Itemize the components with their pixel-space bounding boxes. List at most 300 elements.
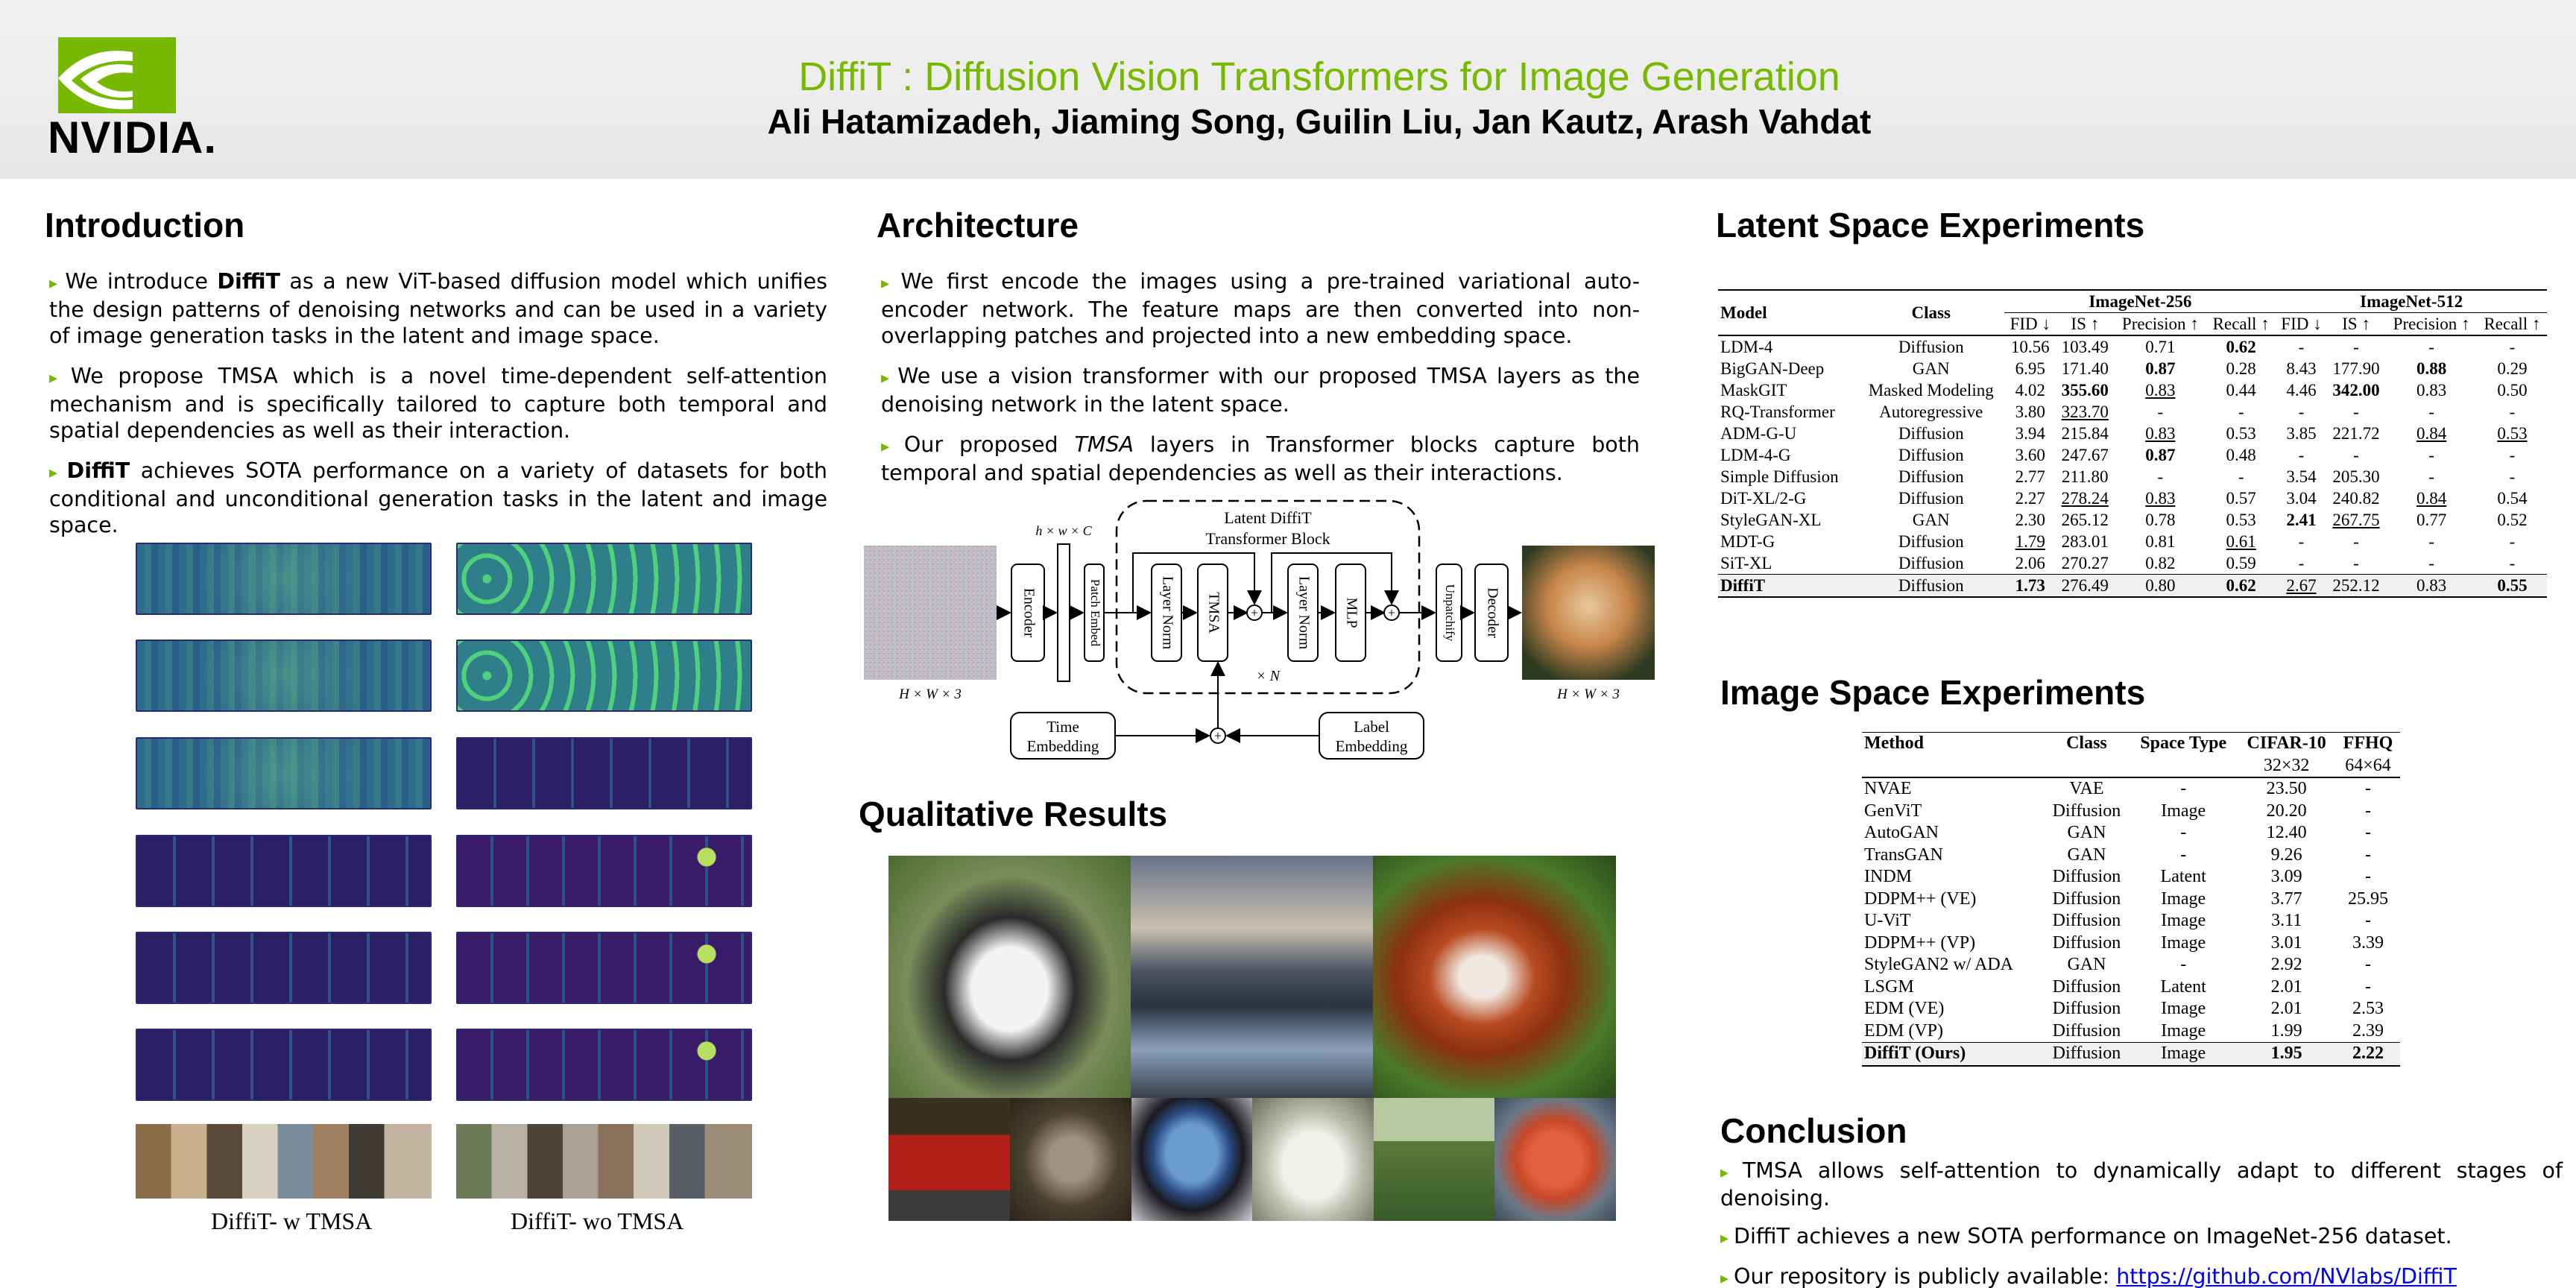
table-row [1718, 487, 2547, 509]
table-cell: - [2365, 823, 2371, 842]
table-row [1718, 575, 2547, 598]
col-fid-256: FID ↓ [2010, 315, 2051, 333]
svg-text:Encoder: Encoder [1020, 587, 1038, 638]
table-row [1862, 976, 2400, 999]
table-cell: - [2353, 338, 2359, 356]
table-cell: - [2365, 911, 2371, 930]
table-cell: 3.01 [2270, 932, 2302, 953]
table-cell: - [2298, 338, 2305, 356]
table-cell: Image [2161, 999, 2206, 1018]
svg-text:Embedding: Embedding [1335, 737, 1408, 755]
table-cell: 12.40 [2266, 823, 2307, 842]
table-cell: 2.01 [2270, 976, 2302, 997]
table-cell: DiffiT (Ours) [1864, 1044, 1966, 1063]
poster-title: DiffiT : Diffusion Vision Transformers for Image Generation [798, 54, 1840, 99]
table-cell: - [2238, 467, 2244, 486]
latent-experiments-title: Latent Space Experiments [1716, 206, 2145, 244]
table-row [1862, 1043, 2400, 1066]
table-row [1718, 552, 2547, 575]
group-imagenet-256: ImageNet-256 [2004, 290, 2276, 313]
table-cell: 0.83 [2145, 424, 2176, 443]
latent-results-table [1718, 289, 2547, 598]
table-cell: 4.02 [2015, 381, 2045, 400]
feature-map-wo-tmsa-4 [456, 835, 752, 907]
table-cell: Image [2161, 911, 2206, 930]
architecture-bullets [881, 268, 1640, 500]
table-cell: 1.95 [2270, 1044, 2302, 1063]
table-cell: 0.44 [2226, 381, 2256, 400]
table-cell: 3.60 [2015, 446, 2045, 464]
svg-text:+: + [1213, 728, 1222, 743]
table-cell: 0.87 [2145, 446, 2176, 464]
table-cell: Diffusion [1898, 467, 1964, 486]
feature-map-wo-tmsa-5 [456, 932, 752, 1004]
table-row [1862, 777, 2400, 801]
generated-output-image [1522, 546, 1655, 680]
table-cell: - [2180, 845, 2187, 865]
table-cell: 211.80 [2062, 467, 2109, 486]
svg-text:Label: Label [1354, 718, 1389, 736]
table-cell: Latent [2160, 867, 2206, 886]
table-cell: - [2365, 867, 2371, 886]
table-cell: SiT-XL [1720, 554, 1772, 572]
table-row [1862, 954, 2400, 976]
table-cell: 1.73 [2015, 576, 2045, 595]
table-row [1718, 358, 2547, 379]
poster-header [0, 0, 2576, 179]
table-cell: Diffusion [1898, 554, 1964, 572]
table-cell: DiT-XL/2-G [1720, 489, 1807, 508]
table-cell: - [2180, 955, 2187, 974]
feature-map-w-tmsa-5 [136, 932, 432, 1004]
noisy-input-image [864, 546, 997, 680]
col-ffhq: FFHQ [2343, 733, 2393, 753]
table-cell: 0.53 [2226, 424, 2256, 443]
sample-mountain-lake [1131, 856, 1373, 1098]
feature-map-wo-tmsa-3 [456, 737, 752, 809]
caption-w-tmsa: DiffiT- w TMSA [211, 1208, 373, 1234]
table-cell: - [2353, 554, 2359, 572]
table-cell: 0.62 [2226, 338, 2256, 356]
table-cell: 0.87 [2145, 359, 2176, 378]
table-cell: - [2509, 467, 2516, 486]
samples-wo-tmsa [456, 1124, 752, 1199]
conclusion-bullets [1720, 1158, 2563, 1288]
col-recall-512: Recall ↑ [2484, 315, 2541, 333]
table-row [1862, 998, 2400, 1020]
table-cell: 0.84 [2416, 489, 2447, 508]
table-cell: 3.94 [2015, 424, 2045, 443]
table-cell: StyleGAN-XL [1720, 511, 1822, 529]
table-cell: LDM-4-G [1720, 446, 1791, 464]
col-method: Method [1864, 733, 1924, 753]
table-cell: EDM (VE) [1864, 999, 1945, 1018]
sample-husky [888, 856, 1131, 1098]
architecture-diagram [857, 492, 1662, 768]
table-row [1862, 888, 2400, 911]
feature-map-w-tmsa-3 [136, 737, 432, 809]
table-cell: 10.56 [2010, 338, 2050, 356]
table-cell: Diffusion [2052, 999, 2121, 1018]
table-cell: 0.53 [2497, 424, 2528, 443]
feature-map-w-tmsa-2 [136, 640, 432, 712]
architecture-title: Architecture [877, 206, 1079, 244]
table-cell: GAN [2067, 845, 2106, 865]
table-cell: - [2157, 402, 2164, 421]
table-cell: - [2180, 823, 2187, 842]
table-cell: INDM [1864, 867, 1912, 886]
latent-dims: h × w × C [1035, 523, 1092, 538]
table-cell: 0.50 [2497, 381, 2528, 400]
table-cell: 240.82 [2332, 489, 2380, 508]
table-cell: Diffusion [1898, 576, 1964, 595]
table-cell: - [2365, 955, 2371, 974]
table-cell: Diffusion [2052, 932, 2121, 953]
table-cell: - [2298, 554, 2305, 572]
table-cell: - [2428, 554, 2434, 572]
table-cell: Diffusion [2052, 976, 2121, 997]
table-cell: - [2509, 446, 2516, 464]
svg-text:TMSA: TMSA [1205, 592, 1222, 634]
table-cell: DDPM++ (VE) [1864, 888, 1977, 909]
table-cell: 342.00 [2332, 381, 2380, 400]
sample-starfish [1494, 1098, 1616, 1221]
feature-map-wo-tmsa-1 [456, 543, 752, 615]
table-cell: 0.71 [2145, 338, 2176, 356]
svg-text:+: + [1250, 605, 1259, 620]
table-cell: LDM-4 [1720, 338, 1773, 356]
table-cell: GAN [1912, 511, 1950, 529]
col-recall-256: Recall ↑ [2212, 315, 2270, 333]
table-cell: - [2509, 554, 2516, 572]
table-cell: Diffusion [1898, 489, 1964, 508]
table-cell: 276.49 [2061, 576, 2109, 595]
table-cell: 0.52 [2497, 511, 2528, 529]
svg-text:Embedding: Embedding [1026, 737, 1099, 755]
table-cell: VAE [2069, 779, 2104, 798]
introduction-title: Introduction [45, 206, 245, 244]
latent-feature-map [1058, 544, 1070, 681]
table-cell: 2.06 [2015, 554, 2045, 572]
sample-red-panda [1373, 856, 1616, 1098]
table-cell: - [2365, 801, 2371, 821]
table-cell: MDT-G [1720, 532, 1775, 551]
table-cell: GAN [1912, 359, 1950, 378]
conclusion-bullet-1: ▸ TMSA allows self-attention to dynamically adapt to different stages of denoising. [1720, 1158, 2563, 1211]
table-cell: 283.01 [2061, 532, 2109, 551]
table-cell: - [2365, 976, 2371, 997]
feature-map-wo-tmsa-6 [456, 1029, 752, 1101]
table-cell: - [2509, 532, 2516, 551]
table-cell: 221.72 [2332, 424, 2380, 443]
table-cell: TransGAN [1864, 845, 1943, 865]
table-cell: 103.49 [2061, 338, 2109, 356]
col-is-256: IS ↑ [2071, 315, 2100, 333]
svg-text:Decoder: Decoder [1484, 587, 1501, 638]
table-cell: LSGM [1864, 976, 1914, 997]
col-class: Class [1911, 303, 1951, 322]
image-space-title: Image Space Experiments [1720, 673, 2146, 712]
table-cell: Diffusion [1898, 338, 1964, 356]
table-cell: Diffusion [2052, 1020, 2121, 1041]
table-cell: Diffusion [1898, 424, 1964, 443]
sample-car-mirror [1131, 1098, 1252, 1221]
table-cell: 0.84 [2416, 424, 2447, 443]
table-cell: 267.75 [2332, 511, 2380, 529]
table-row [1862, 845, 2400, 867]
cifar-resolution: 32×32 [2263, 755, 2310, 775]
svg-text:Time: Time [1046, 718, 1079, 736]
table-cell: Simple Diffusion [1720, 467, 1839, 486]
table-cell: 270.27 [2061, 554, 2109, 572]
col-precision-256: Precision ↑ [2121, 315, 2199, 333]
table-cell: 0.77 [2416, 511, 2447, 529]
table-cell: 2.27 [2015, 489, 2045, 508]
samples-w-tmsa [136, 1124, 432, 1199]
svg-text:+: + [1387, 605, 1396, 620]
table-cell: Diffusion [2052, 1044, 2121, 1063]
table-cell: 3.85 [2286, 424, 2317, 443]
table-cell: 205.30 [2332, 467, 2380, 486]
table-row [1718, 379, 2547, 401]
table-cell: 0.83 [2416, 576, 2447, 595]
table-cell: 2.77 [2015, 467, 2045, 486]
feature-map-w-tmsa-6 [136, 1029, 432, 1101]
svg-text:Patch Embed: Patch Embed [1088, 578, 1103, 647]
table-cell: - [2353, 402, 2359, 421]
image-space-results-table [1862, 732, 2400, 1067]
svg-text:MLP: MLP [1343, 597, 1360, 628]
conclusion-bullet-3: ▸ Our repository is publicly available: https://github.com/NVlabs/DiffiT [1720, 1264, 2563, 1288]
table-cell: AutoGAN [1864, 823, 1939, 842]
table-cell: - [2180, 779, 2187, 798]
table-cell: - [2365, 779, 2371, 798]
table-cell: GenViT [1864, 801, 1922, 821]
table-cell: 215.84 [2061, 424, 2109, 443]
conclusion-title: Conclusion [1720, 1111, 1907, 1150]
table-cell: 25.95 [2348, 888, 2388, 909]
table-cell: DDPM++ (VP) [1864, 932, 1976, 953]
table-cell: Diffusion [1898, 532, 1964, 551]
conclusion-bullet-2: ▸ DiffiT achieves a new SOTA performance on ImageNet-256 dataset. [1720, 1224, 2563, 1251]
table-cell: 0.83 [2145, 381, 2176, 400]
group-imagenet-512: ImageNet-512 [2276, 290, 2547, 313]
table-cell: - [2298, 402, 2305, 421]
svg-text:Unpatchify: Unpatchify [1443, 584, 1458, 642]
svg-text:Latent DiffiT: Latent DiffiT [1224, 508, 1312, 527]
introduction-bullets [49, 268, 827, 552]
qualitative-results-grid [888, 856, 1616, 1221]
table-cell: 0.55 [2497, 576, 2528, 595]
table-cell: DiffiT [1720, 576, 1766, 595]
table-cell: - [2428, 446, 2434, 464]
table-cell: 3.39 [2352, 932, 2384, 953]
ffhq-resolution: 64×64 [2345, 755, 2391, 775]
table-cell: Latent [2160, 976, 2206, 997]
table-row [1862, 801, 2400, 823]
qualitative-title: Qualitative Results [859, 795, 1168, 833]
table-cell: 2.67 [2286, 576, 2317, 595]
table-cell: 0.83 [2416, 381, 2447, 400]
table-cell: 3.09 [2270, 867, 2302, 886]
table-cell: - [2428, 467, 2434, 486]
nvidia-wordmark: NVIDIA. [48, 113, 218, 162]
table-cell: Image [2161, 801, 2206, 821]
svg-text:Layer Norm: Layer Norm [1159, 575, 1176, 650]
svg-text:Layer Norm: Layer Norm [1295, 575, 1313, 650]
sample-cat [1010, 1098, 1131, 1221]
table-cell: 2.92 [2270, 955, 2302, 974]
table-cell: 0.54 [2497, 489, 2528, 508]
table-cell: 4.46 [2286, 381, 2317, 400]
table-cell: 0.61 [2226, 532, 2256, 551]
table-cell: 2.22 [2352, 1044, 2384, 1063]
intro-bullet-1: ▸ We introduce DiffiT as a new ViT-based diffusion model which unifies the design patterns of denoising networks and can be used in a variety of image generation tasks in the latent and image space. [49, 268, 827, 349]
repeat-n: × N [1256, 668, 1280, 684]
table-cell: Diffusion [1898, 446, 1964, 464]
table-cell: 0.82 [2145, 554, 2176, 572]
col-cifar10: CIFAR-10 [2247, 733, 2326, 753]
table-row [1718, 466, 2547, 487]
poster-authors: Ali Hatamizadeh, Jiaming Song, Guilin Liu, Jan Kautz, Arash Vahdat [767, 102, 1872, 141]
table-cell: 252.12 [2332, 576, 2380, 595]
table-cell: - [2353, 446, 2359, 464]
intro-bullet-2: ▸ We propose TMSA which is a novel time-dependent self-attention mechanism and is specifically tailored to capture both temporal and spatial dependencies as well as their interaction. [49, 363, 827, 443]
table-cell: 1.79 [2015, 532, 2045, 551]
intro-bullet-3: ▸ DiffiT achieves SOTA performance on a variety of datasets for both conditional and unconditional generation tasks in the latent and image space. [49, 458, 827, 538]
table-row [1718, 509, 2547, 531]
table-row [1862, 822, 2400, 845]
table-cell: 0.29 [2497, 359, 2528, 378]
table-cell: 3.11 [2271, 911, 2302, 930]
table-row [1862, 866, 2400, 888]
table-cell: 0.28 [2226, 359, 2256, 378]
table-cell: 3.80 [2015, 402, 2045, 421]
table-cell: 278.24 [2061, 489, 2109, 508]
table-cell: Image [2161, 888, 2206, 909]
table-cell: 9.26 [2270, 845, 2302, 865]
github-repo-link[interactable]: https://github.com/NVlabs/DiffiT [2116, 1264, 2457, 1288]
table-cell: 0.88 [2416, 359, 2447, 378]
table-cell: Diffusion [2052, 801, 2121, 821]
table-cell: - [2157, 467, 2164, 486]
table-cell: - [2365, 845, 2371, 865]
col-space-type: Space Type [2140, 733, 2227, 753]
table-cell: 0.53 [2226, 511, 2256, 529]
table-cell: Image [2161, 932, 2206, 953]
table-cell: NVAE [1864, 779, 1912, 798]
col-class: Class [2066, 733, 2107, 753]
table-cell: - [2298, 532, 2305, 551]
table-cell: 0.78 [2145, 511, 2176, 529]
feature-map-wo-tmsa-2 [456, 640, 752, 712]
col-precision-512: Precision ↑ [2393, 315, 2470, 333]
table-cell: 1.99 [2270, 1020, 2302, 1041]
output-dims: H × W × 3 [1557, 686, 1620, 702]
table-cell: 0.80 [2145, 576, 2176, 595]
table-cell: - [2509, 338, 2516, 356]
table-cell: 247.67 [2061, 446, 2109, 464]
table-cell: 3.04 [2286, 489, 2317, 508]
table-cell: RQ-Transformer [1720, 402, 1835, 421]
table-row [1718, 335, 2547, 358]
table-cell: 0.59 [2226, 554, 2256, 572]
input-dims: H × W × 3 [899, 686, 962, 702]
table-row [1862, 1020, 2400, 1043]
arch-bullet-2: ▸ We use a vision transformer with our proposed TMSA layers as the denoising network in the latent space. [881, 363, 1640, 417]
sample-red-car [888, 1098, 1010, 1221]
sample-white-terrier [1252, 1098, 1374, 1221]
table-cell: 2.41 [2286, 511, 2317, 529]
caption-wo-tmsa: DiffiT- wo TMSA [511, 1208, 684, 1234]
table-cell: 20.20 [2266, 801, 2307, 821]
table-row [1718, 531, 2547, 552]
table-cell: - [2428, 402, 2434, 421]
table-cell: Diffusion [2052, 867, 2121, 886]
table-cell: 0.62 [2226, 576, 2256, 595]
table-cell: GAN [2067, 955, 2106, 974]
table-cell: 355.60 [2061, 381, 2109, 400]
table-row [1862, 910, 2400, 932]
table-cell: - [2298, 446, 2305, 464]
col-model: Model [1720, 303, 1767, 322]
col-fid-512: FID ↓ [2281, 315, 2322, 333]
table-cell: 3.77 [2270, 888, 2302, 909]
table-cell: 177.90 [2332, 359, 2380, 378]
table-cell: 2.01 [2270, 999, 2302, 1018]
table-cell: - [2509, 402, 2516, 421]
arch-bullet-3: ▸ Our proposed TMSA layers in Transformer blocks capture both temporal and spatial dependencies as well as their interactions. [881, 432, 1640, 486]
table-cell: 323.70 [2061, 402, 2109, 421]
table-cell: 265.12 [2061, 511, 2109, 529]
sample-stork [1374, 1098, 1494, 1221]
table-cell: 23.50 [2266, 779, 2307, 798]
table-cell: 8.43 [2286, 359, 2317, 378]
table-cell: EDM (VP) [1864, 1020, 1943, 1041]
table-cell: 0.83 [2145, 489, 2176, 508]
table-cell: - [2353, 532, 2359, 551]
table-row [1718, 423, 2547, 444]
table-row [1718, 444, 2547, 466]
table-cell: 171.40 [2061, 359, 2109, 378]
table-cell: 3.54 [2286, 467, 2317, 486]
table-cell: 6.95 [2015, 359, 2045, 378]
table-cell: 2.53 [2352, 999, 2384, 1018]
table-cell: - [2428, 338, 2434, 356]
arch-bullet-1: ▸ We first encode the images using a pre-trained variational auto-encoder network. The feature maps are then converted into non-overlapping patches and projected into a new embedding space. [881, 268, 1640, 349]
feature-map-w-tmsa-4 [136, 835, 432, 907]
table-cell: U-ViT [1864, 911, 1911, 930]
col-is-512: IS ↑ [2342, 315, 2370, 333]
table-cell: GAN [2067, 823, 2106, 842]
table-cell: - [2238, 402, 2244, 421]
table-cell: ADM-G-U [1720, 424, 1797, 443]
table-cell: Image [2161, 1044, 2206, 1063]
table-cell: 2.30 [2015, 511, 2045, 529]
table-row [1718, 401, 2547, 423]
table-row [1862, 932, 2400, 955]
table-cell: Autoregressive [1879, 402, 1983, 421]
feature-map-w-tmsa-1 [136, 543, 432, 615]
table-cell: Masked Modeling [1868, 381, 1994, 400]
table-cell: 0.57 [2226, 489, 2256, 508]
table-cell: 0.81 [2145, 532, 2176, 551]
table-cell: StyleGAN2 w/ ADA [1864, 955, 2014, 974]
table-cell: 0.48 [2226, 446, 2256, 464]
table-cell: BigGAN-Deep [1720, 359, 1825, 378]
table-cell: Diffusion [2052, 911, 2121, 930]
table-cell: Diffusion [2052, 888, 2121, 909]
